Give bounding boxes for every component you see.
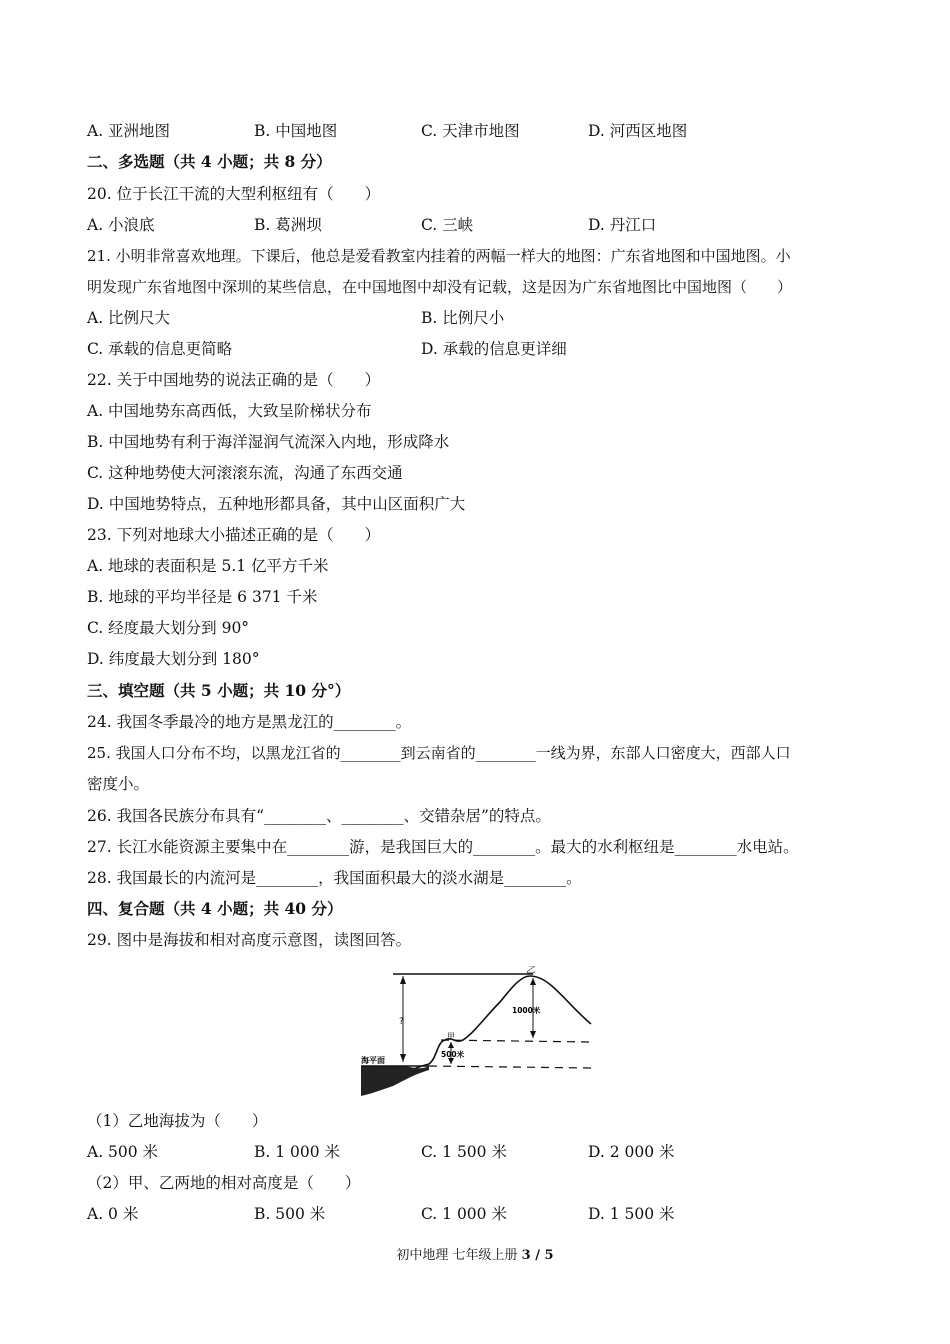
option: C. 天津市地图 — [421, 122, 520, 140]
page-separator: / — [530, 1248, 545, 1263]
fill-question: 27. 长江水能资源主要集中在________游，是我国巨大的________。最大的水利枢纽是________水电站。 — [87, 838, 799, 856]
option: A. 比例尺大 — [87, 309, 171, 327]
option: A. 小浪底 — [87, 216, 155, 234]
page-footer — [0, 1244, 950, 1263]
fill-question: 28. 我国最长的内流河是________，我国面积最大的淡水湖是________。 — [87, 869, 582, 887]
option: A. 中国地势东高西低，大致呈阶梯状分布 — [87, 402, 372, 420]
fill-question: 25. 我国人口分布不均，以黑龙江省的________到云南省的________一线为界，东部人口密度大，西部人口 — [87, 744, 791, 762]
option: A. 500 米 — [87, 1143, 159, 1161]
fill-question: 24. 我国冬季最冷的地方是黑龙江的________。 — [87, 713, 412, 731]
label-1000: 1000米 — [512, 1006, 541, 1015]
label-sea-level: 海平面 — [361, 1056, 385, 1065]
option: D. 承载的信息更详细 — [421, 340, 567, 358]
footer-text: 初中地理 七年级上册 — [396, 1248, 522, 1263]
fill-question: 密度小。 — [87, 775, 150, 793]
option: D. 纬度最大划分到 180° — [87, 650, 260, 668]
option: B. 1 000 米 — [254, 1143, 341, 1161]
option: B. 中国地势有利于海洋湿润气流深入内地，形成降水 — [87, 433, 450, 451]
option: D. 1 500 米 — [588, 1205, 675, 1223]
option: C. 这种地势使大河滚滚东流，沟通了东西交通 — [87, 464, 403, 482]
option: A. 地球的表面积是 5.1 亿平方千米 — [87, 557, 329, 575]
option: C. 经度最大划分到 90° — [87, 619, 250, 637]
option: B. 葛洲坝 — [254, 216, 322, 234]
option: D. 河西区地图 — [588, 122, 688, 140]
section-title: 二、多选题（共 4 小题；共 8 分） — [87, 152, 332, 171]
option: D. 中国地势特点，五种地形都具备，其中山区面积广大 — [87, 495, 466, 513]
option: C. 承载的信息更简略 — [87, 340, 233, 358]
option: D. 丹江口 — [588, 216, 657, 234]
question-stem: 20. 位于长江干流的大型利枢纽有（ ） — [87, 185, 381, 203]
elevation-diagram — [355, 962, 595, 1102]
sub-question-stem: （2）甲、乙两地的相对高度是（ ） — [87, 1174, 361, 1192]
option: B. 500 米 — [254, 1205, 326, 1223]
question-stem: 29. 图中是海拔和相对高度示意图，读图回答。 — [87, 931, 412, 949]
option: C. 1 000 米 — [421, 1205, 507, 1223]
question-stem: 23. 下列对地球大小描述正确的是（ ） — [87, 526, 381, 544]
page-number: 3 — [521, 1248, 531, 1263]
label-500: 500米 — [441, 1050, 465, 1059]
option: C. 三峡 — [421, 216, 474, 234]
question-mark-label: ? — [399, 1017, 404, 1027]
label-jia: 甲 — [447, 1032, 455, 1041]
option: B. 中国地图 — [254, 122, 338, 140]
question-stem: 21. 小明非常喜欢地理。下课后，他总是爱看教室内挂着的两幅一样大的地图：广东省地图和中国地图。小 — [87, 247, 791, 265]
option: B. 地球的平均半径是 6 371 千米 — [87, 588, 318, 606]
option: A. 亚洲地图 — [87, 122, 171, 140]
fill-question: 26. 我国各民族分布具有“________、________、交错杂居”的特点。 — [87, 807, 551, 825]
section-title: 三、填空题（共 5 小题；共 10 分°） — [87, 681, 351, 700]
question-stem: 明发现广东省地图中深圳的某些信息，在中国地图中却没有记载，这是因为广东省地图比中国地图（ ） — [87, 278, 793, 296]
option: D. 2 000 米 — [588, 1143, 675, 1161]
label-yi: 乙 — [526, 966, 536, 976]
option: C. 1 500 米 — [421, 1143, 507, 1161]
section-title: 四、复合题（共 4 小题；共 40 分） — [87, 899, 343, 918]
question-stem: 22. 关于中国地势的说法正确的是（ ） — [87, 371, 381, 389]
sub-question-stem: （1）乙地海拔为（ ） — [87, 1112, 268, 1130]
page-total: 5 — [544, 1248, 554, 1263]
option: A. 0 米 — [87, 1205, 139, 1223]
option: B. 比例尺小 — [421, 309, 505, 327]
